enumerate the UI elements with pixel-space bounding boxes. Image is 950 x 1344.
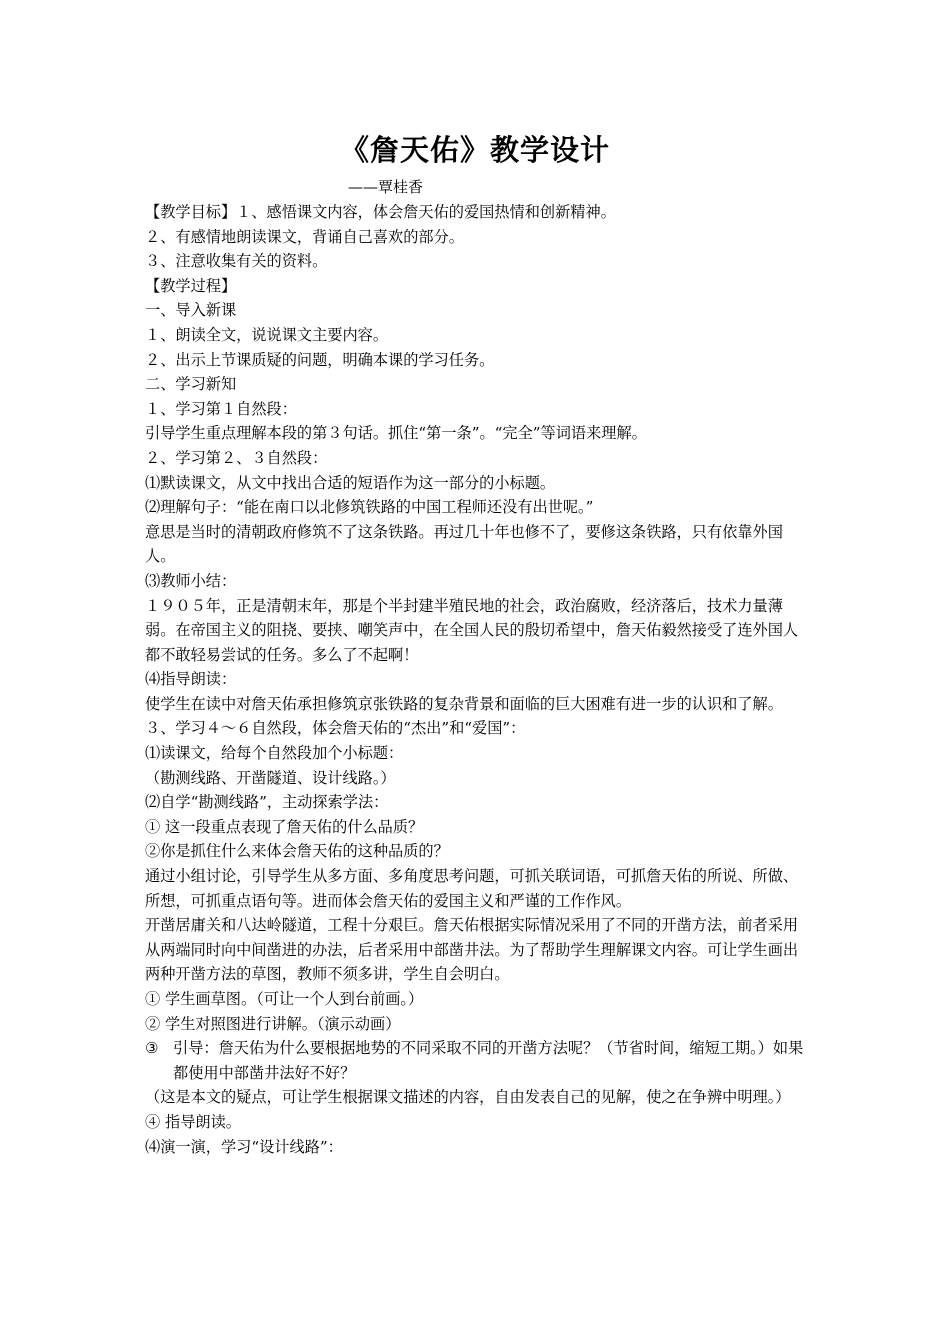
paragraph-step-3: ⑶教师小结： xyxy=(145,571,237,590)
paragraph-objectives-3: ３、注意收集有关的资料。 xyxy=(145,252,328,271)
document-body xyxy=(145,200,810,1159)
list-text: 引导：詹天佑为什么要根据地势的不同采取不同的开凿方法呢？（节省时间，缩短工期。）如果都使用中部凿井法好不好？ xyxy=(173,1039,804,1082)
paragraph-tunnels: 开凿居庸关和八达岭隧道，工程十分艰巨。詹天佑根据实际情况采用了不同的开凿方法，前者采用从两端同时向中间凿进的办法，后者采用中部凿井法。为了帮助学生理解课文内容。可让学生画出两种开凿方法的草图，教师不须多讲，学生自会明白。 xyxy=(145,916,799,984)
document-author: ——覃桂香 xyxy=(348,178,424,196)
paragraph-guide-question xyxy=(145,1036,810,1085)
paragraph-step-2: ⑵理解句子：“能在南口以北修筑铁路的中国工程师还没有出世呢。” xyxy=(145,498,594,517)
paragraph-read-titles: ⑴读课文，给每个自然段加个小标题： xyxy=(145,744,404,763)
paragraph-question-1: ① 这一段重点表现了詹天佑的什么品质？ xyxy=(145,817,424,836)
paragraph-explain-sketch: ② 学生对照图进行讲解。（演示动画） xyxy=(145,1014,401,1033)
paragraph-objectives-1: 【教学目标】１、感悟课文内容，体会詹天佑的爱国热情和创新精神。 xyxy=(145,203,616,221)
paragraph-section-1-guide: 引导学生重点理解本段的第３句话。抓住“第一条”。“完全”等词语来理解。 xyxy=(145,424,647,443)
paragraph-objectives-2: ２、有感情地朗读课文，背诵自己喜欢的部分。 xyxy=(145,227,464,246)
paragraph-draw-sketch: ① 学生画草图。（可让一个人到台前画。） xyxy=(145,990,424,1008)
heading-intro: 一、导入新课 xyxy=(145,301,237,320)
document-title: 《詹天佑》教学设计 xyxy=(339,133,610,167)
list-marker: ③ xyxy=(145,1039,159,1058)
paragraph-group-discussion: 通过小组讨论，引导学生从多方面、多角度思考问题，可抓关联词语，可抓詹天佑的所说、所做、所想，可抓重点语句等。进而体会詹天佑的爱国主义和严谨的工作作风。 xyxy=(145,867,799,910)
paragraph-section-1: １、学习第１自然段： xyxy=(145,399,297,418)
paragraph-step-1: ⑴默读课文，从文中找出合适的短语作为这一部分的小标题。 xyxy=(145,473,556,492)
paragraph-question-2: ②你是抓住什么来体会詹天佑的这种品质的？ xyxy=(145,842,449,861)
heading-process: 【教学过程】 xyxy=(145,276,237,295)
paragraph-self-study: ⑵自学“勘测线路”，主动探索学法： xyxy=(145,793,389,812)
paragraph-section-2: ２、学习第２、３自然段： xyxy=(145,448,328,467)
paragraph-titles-list: （勘测线路、开凿隧道、设计线路。） xyxy=(145,768,396,787)
paragraph-guide-reading: ④ 指导朗读。 xyxy=(145,1112,241,1131)
paragraph-summary: １９０５年，正是清朝末年，那是个半封建半殖民地的社会，政治腐败，经济落后，技术力量薄弱。在帝国主义的阻挠、要挟、嘲笑声中，在全国人民的殷切希望中，詹天佑毅然接受了连外国人都不敢轻易尝试的任务。多么了不起啊！ xyxy=(145,596,799,664)
paragraph-reading-guide: 使学生在读中对詹天佑承担修筑京张铁路的复杂背景和面临的巨大困难有进一步的认识和了解。 xyxy=(145,694,783,713)
paragraph-intro-1: １、朗读全文，说说课文主要内容。 xyxy=(145,325,388,344)
paragraph-intro-2: ２、出示上节课质疑的问题，明确本课的学习任务。 xyxy=(145,350,495,369)
paragraph-act-out: ⑷演一演，学习“设计线路”： xyxy=(145,1137,343,1156)
paragraph-difficulty: （这是本文的疑点，可让学生根据课文描述的内容，自由发表自己的见解，使之在争辨中明理。） xyxy=(145,1088,791,1107)
paragraph-meaning: 意思是当时的清朝政府修筑不了这条铁路。再过几十年也修不了，要修这条铁路，只有依靠外国人。 xyxy=(145,522,783,566)
heading-new-knowledge: 二、学习新知 xyxy=(145,375,237,394)
paragraph-section-3: ３、学习４～６自然段，体会詹天佑的“杰出”和“爱国”： xyxy=(145,719,526,738)
paragraph-step-4: ⑷指导朗读： xyxy=(145,670,237,689)
